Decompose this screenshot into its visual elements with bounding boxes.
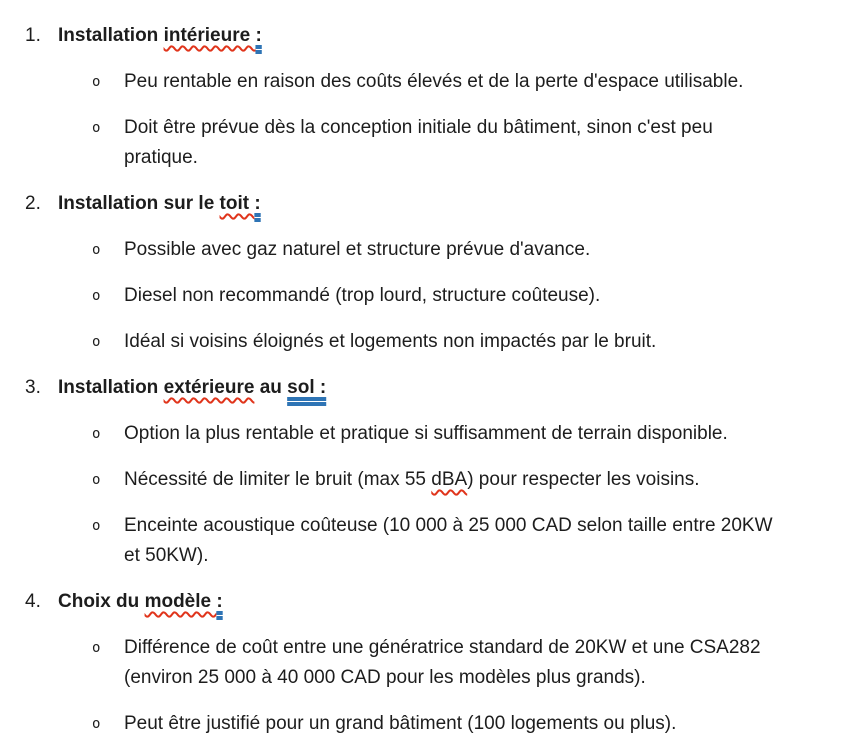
spellcheck-marked-word: dBA xyxy=(431,469,468,490)
bullet-text-plain: ) pour respecter les voisins. xyxy=(467,469,700,490)
circle-bullet-marker: o xyxy=(92,716,101,732)
list-item-2 xyxy=(0,189,861,357)
spellcheck-marked-word: extérieure xyxy=(163,377,255,398)
item-2-number: 2. xyxy=(25,193,41,214)
spellcheck-marked-word: modèle xyxy=(144,591,217,612)
item-3-heading-text xyxy=(58,377,326,398)
bullet-text-line: Enceinte acoustique coûteuse (10 000 à 25 000 CAD selon taille entre 20KW xyxy=(124,515,773,536)
bullet-item xyxy=(0,419,860,449)
bullet-item xyxy=(0,327,860,357)
grammar-marked-phrase: sol : xyxy=(287,377,327,398)
heading-text-plain: Installation xyxy=(58,377,164,398)
circle-bullet-marker: o xyxy=(92,426,101,442)
circle-bullet-marker: o xyxy=(92,242,101,258)
bullet-item xyxy=(0,235,860,265)
heading-text-plain: Choix du xyxy=(58,591,145,612)
bullet-item xyxy=(0,465,860,495)
item-4-heading xyxy=(0,587,861,617)
spellcheck-marked-word: toit xyxy=(219,193,255,214)
bullet-text: Idéal si voisins éloignés et logements non impactés par le bruit. xyxy=(124,331,657,352)
bullet-text xyxy=(124,465,860,495)
item-3-heading xyxy=(0,373,861,403)
list-item-1 xyxy=(0,21,861,173)
bullet-text-line: et 50KW). xyxy=(124,545,209,566)
bullet-text-plain: Nécessité de limiter le bruit (max 55 xyxy=(124,469,432,490)
circle-bullet-marker: o xyxy=(92,640,101,656)
grammar-marked-colon: : xyxy=(255,25,262,46)
grammar-marked-colon: : xyxy=(216,591,223,612)
heading-text-plain: Installation xyxy=(58,25,164,46)
circle-bullet-marker: o xyxy=(92,472,101,488)
bullet-item xyxy=(0,67,860,97)
bullet-text-line: Différence de coût entre une génératrice standard de 20KW et une CSA282 xyxy=(124,637,761,658)
bullet-text-line: pratique. xyxy=(124,147,198,168)
circle-bullet-marker: o xyxy=(92,334,101,350)
bullet-item xyxy=(0,281,860,311)
bullet-item xyxy=(0,633,860,693)
circle-bullet-marker: o xyxy=(92,518,101,534)
bullet-item xyxy=(0,511,860,571)
item-2-heading-text xyxy=(58,193,261,214)
bullet-text: Peut être justifié pour un grand bâtiment (100 logements ou plus). xyxy=(124,713,677,734)
item-3-number: 3. xyxy=(25,377,41,398)
item-1-number: 1. xyxy=(25,25,41,46)
circle-bullet-marker: o xyxy=(92,120,101,136)
bullet-text: Option la plus rentable et pratique si suffisamment de terrain disponible. xyxy=(124,423,728,444)
item-1-heading-text xyxy=(58,25,262,46)
item-1-heading xyxy=(0,21,861,51)
bullet-text: Peu rentable en raison des coûts élevés et de la perte d'espace utilisable. xyxy=(124,71,744,92)
list-item-3 xyxy=(0,373,861,571)
bullet-item xyxy=(0,113,860,173)
grammar-marked-colon: : xyxy=(254,193,261,214)
spellcheck-marked-word: intérieure xyxy=(163,25,256,46)
item-4-heading-text xyxy=(58,591,223,612)
circle-bullet-marker: o xyxy=(92,74,101,90)
circle-bullet-marker: o xyxy=(92,288,101,304)
heading-text-plain: au xyxy=(254,377,288,398)
bullet-text-line: Doit être prévue dès la conception initiale du bâtiment, sinon c'est peu xyxy=(124,117,713,138)
heading-text-plain: Installation sur le xyxy=(58,193,220,214)
item-2-heading xyxy=(0,189,861,219)
bullet-text: Diesel non recommandé (trop lourd, structure coûteuse). xyxy=(124,285,601,306)
bullet-text: Possible avec gaz naturel et structure prévue d'avance. xyxy=(124,239,591,260)
bullet-item xyxy=(0,709,860,739)
item-4-number: 4. xyxy=(25,591,41,612)
bullet-text-line: (environ 25 000 à 40 000 CAD pour les modèles plus grands). xyxy=(124,667,646,688)
list-item-4 xyxy=(0,587,861,739)
